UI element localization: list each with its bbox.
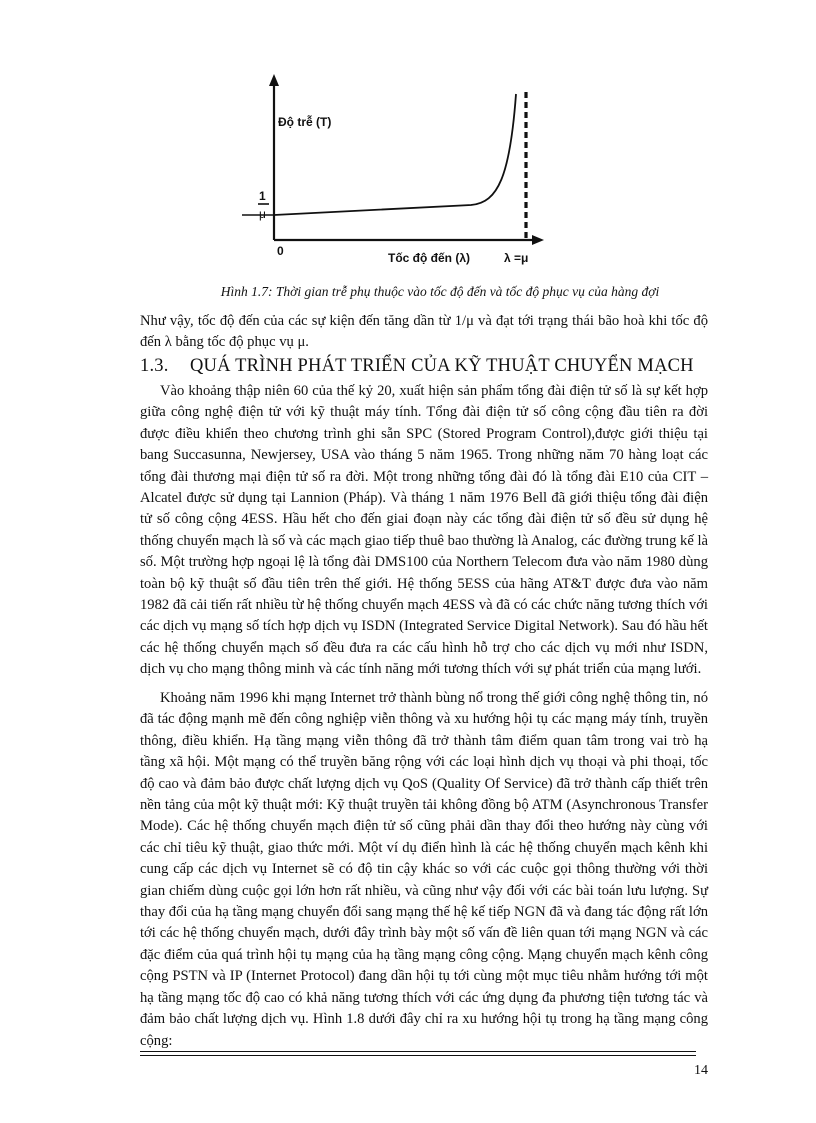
paragraph-3: Khoảng năm 1996 khi mạng Internet trở thành bùng nổ trong thế giới công nghệ thông tin, nó đã tác động mạnh mẽ đến công nghiệp viễn thông và xu hướng hội tụ các mạng máy tính, truyền thông, điều khiển. Hạ tầng mạng viễn thông đã trở thành tâm điểm quan tâm trong vai trò hạ tầng xã hội. Một mạng có thể truyền băng rộng với các loại hình dịch vụ thoại và phi thoại, tốc độ cao và đảm bảo được chất lượng dịch vụ QoS (Quality Of Service) đã trở thành cấp thiết trên nền tảng của một kỹ thuật mới: Kỹ thuật truyền tải không đồng bộ ATM (Asynchronous Transfer Mode). Các hệ thống chuyển mạch điện tử số cũng phải dần thay đổi theo hướng này cùng với các chỉ tiêu kỹ thuật, giao thức mới. Một ví dụ điển hình là các hệ thống chuyển mạch kênh khi cung cấp các dịch vụ Internet sẽ có độ tin cậy khác so với các cuộc gọi thông thường với thời gian chiếm dùng cuộc gọi lớn hơn rất nhiều, và cũng như vậy đối với các bài toán lưu lượng. Sự thay đổi của hạ tầng mạng chuyển đổi sang mạng thế hệ kế tiếp NGN đã và đang tác động rất lớn tới các hệ thống chuyển mạch, dưới đây trình bày một số vấn đề liên quan tới mạng NGN và các đặc điểm của quá trình hội tụ mạng của hạ tầng mạng công cộng. Mạng chuyển mạch kênh công cộng PSTN và IP (Internet Protocol) đang dần hội tụ tới cùng một mục tiêu nhằm hướng tới một hạ tầng mạng tốc độ cao có khả năng tương thích với các ứng dụng đa phương tiện tương tác và đảm bảo chất lượng dịch vụ. Hình 1.8 dưới đây chỉ ra xu hướng hội tụ trong hạ tầng mạng công cộng: xyxy=(140,690,708,1049)
page-number: 14 xyxy=(694,1063,708,1078)
y-tick-denominator: μ xyxy=(259,207,266,221)
y-tick-numerator: 1 xyxy=(259,189,266,203)
delay-curve xyxy=(274,94,516,215)
delay-vs-arrival-rate-diagram xyxy=(236,72,556,272)
x-axis-arrowhead xyxy=(532,235,544,245)
footer-rule-top xyxy=(140,1051,696,1052)
diagram-svg xyxy=(236,72,556,272)
y-axis-arrowhead xyxy=(269,74,279,86)
section-title: QUÁ TRÌNH PHÁT TRIỂN CỦA KỸ THUẬT CHUYỂN MẠCH xyxy=(190,356,694,376)
paragraph-2: Vào khoảng thập niên 60 của thế kỷ 20, xuất hiện sản phẩm tổng đài điện tử số là sự kết hợp giữa công nghệ điện tử với kỹ thuật máy tính. Tổng đài điện tử số công cộng đầu tiên ra đời được điều khiển theo chương trình ghi sẵn SPC (Stored Program Control),được giới thiệu tại bang Succasunna, Newjersey, USA vào tháng 5 năm 1965. Trong những năm 70 hàng loạt các tổng đài thương mại điện tử số ra đời. Một trong những tổng đài đó là tổng đài E10 của CIT –Alcatel được sử dụng tại Lannion (Pháp). Và tháng 1 năm 1976 Bell đã giới thiệu tổng đài điện tử số công cộng 4ESS. Hầu hết cho đến giai đoạn này các tổng đài điện tử số đều sử dụng hệ thống chuyển mạch là số và các mạch giao tiếp thuê bao thường là Analog, các đường trung kế là số. Một trường hợp ngoại lệ là tổng đài DMS100 của Northern Telecom đưa vào năm 1980 dùng toàn bộ kỹ thuật số đầu tiên trên thế giới. Hệ thống 5ESS của hãng AT&T được đưa vào năm 1982 đã cải tiến rất nhiều từ hệ thống chuyển mạch 4ESS và đã có các chức năng tương thích với các dịch vụ mạng số tích hợp dịch vụ ISDN (Integrated Service Digital Network). Sau đó hầu hết các hệ thống chuyển mạch số đều đưa ra các cấu hình hỗ trợ cho các dịch vụ mới như ISDN, dịch vụ cho mạng thông minh và các tính năng mới tương thích với sự phát triển của mạng lưới. xyxy=(140,383,708,678)
origin-label: 0 xyxy=(277,244,284,258)
figure-caption: Hình 1.7: Thời gian trễ phụ thuộc vào tốc độ đến và tốc độ phục vụ của hàng đợi xyxy=(220,284,660,299)
footer-rule-bottom xyxy=(140,1055,696,1056)
section-number: 1.3. xyxy=(140,356,169,376)
asymptote-label: λ =μ xyxy=(504,251,529,265)
paragraph-1: Như vậy, tốc độ đến của các sự kiện đến tăng dần từ 1/μ và đạt tới trạng thái bão hoà khi tốc độ đến λ bằng tốc độ phục vụ μ. xyxy=(140,313,708,351)
x-axis-label: Tốc độ đến (λ) xyxy=(388,251,470,265)
section-heading xyxy=(140,356,740,377)
y-axis-label: Độ trễ (T) xyxy=(278,115,332,129)
